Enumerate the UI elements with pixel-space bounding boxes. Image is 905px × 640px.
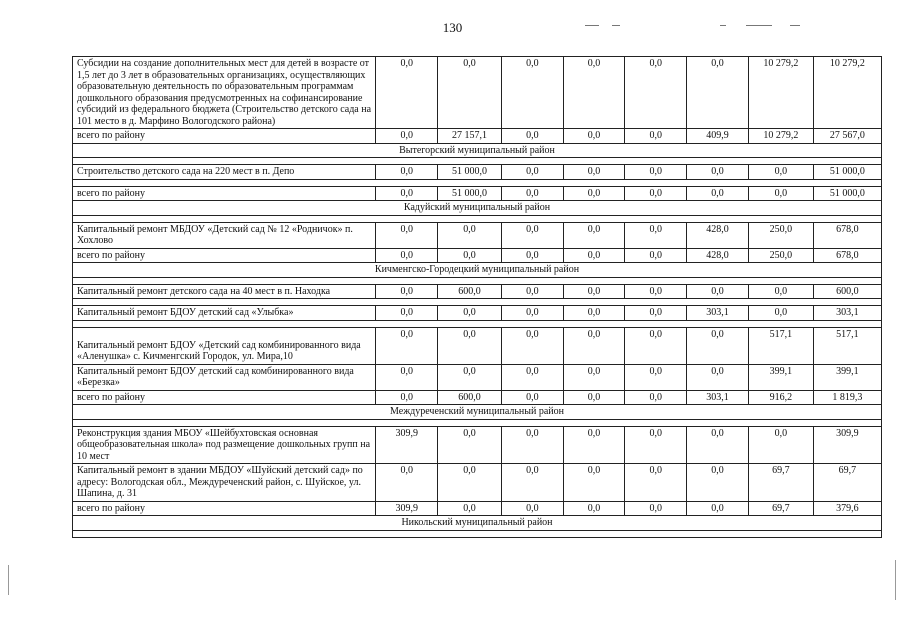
value-cell: 0,0 [501, 248, 563, 263]
value-cell: 0,0 [625, 248, 687, 263]
district-total-row [73, 248, 882, 263]
district-total-row [73, 501, 882, 516]
value-cell: 0,0 [438, 248, 502, 263]
spacer-cell [73, 179, 882, 186]
spacer-cell [73, 299, 882, 306]
value-cell: 0,0 [438, 501, 502, 516]
value-cell: 0,0 [563, 57, 625, 129]
value-cell: 250,0 [748, 222, 813, 248]
value-cell: 0,0 [376, 186, 438, 201]
value-cell: 0,0 [687, 186, 749, 201]
value-cell: 0,0 [501, 306, 563, 321]
table-row [73, 222, 882, 248]
value-cell: 600,0 [813, 284, 881, 299]
item-name: Капитальный ремонт БДОУ «Детский сад комбинированного вида «Аленушка» с. Кичменгский Городок, ул. Мира,10 [73, 327, 376, 364]
value-cell: 0,0 [748, 284, 813, 299]
value-cell: 0,0 [438, 57, 502, 129]
value-cell: 0,0 [376, 390, 438, 405]
spacer-row [73, 299, 882, 306]
district-name: Кадуйский муниципальный район [73, 201, 882, 216]
page-number: 130 [442, 20, 463, 35]
scan-mark [585, 25, 599, 26]
value-cell: 0,0 [687, 57, 749, 129]
value-cell: 600,0 [438, 390, 502, 405]
spacer-cell [73, 158, 882, 165]
value-cell: 0,0 [376, 248, 438, 263]
value-cell: 0,0 [563, 284, 625, 299]
item-name: Капитальный ремонт в здании МБДОУ «Шуйский детский сад» по адресу: Вологодская обл., Междуреченский район, с. Шуйское, ул. Шапина, д. 31 [73, 464, 376, 502]
value-cell: 0,0 [563, 306, 625, 321]
spacer-row [73, 530, 882, 537]
value-cell: 0,0 [501, 284, 563, 299]
value-cell: 0,0 [687, 327, 749, 364]
value-cell: 0,0 [563, 327, 625, 364]
value-cell: 0,0 [563, 248, 625, 263]
district-name: Междуреченский муниципальный район [73, 405, 882, 420]
value-cell: 0,0 [563, 464, 625, 502]
district-name: Вытегорский муниципальный район [73, 143, 882, 158]
value-cell: 0,0 [563, 364, 625, 390]
total-label: всего по району [73, 186, 376, 201]
spacer-row [73, 320, 882, 327]
value-cell: 0,0 [376, 327, 438, 364]
total-label: всего по району [73, 501, 376, 516]
value-cell: 309,9 [376, 501, 438, 516]
value-cell: 600,0 [438, 284, 502, 299]
value-cell: 0,0 [625, 165, 687, 180]
total-label: всего по району [73, 129, 376, 144]
value-cell: 0,0 [501, 464, 563, 502]
value-cell: 0,0 [438, 426, 502, 464]
value-cell: 0,0 [687, 364, 749, 390]
value-cell: 0,0 [376, 57, 438, 129]
scan-mark [746, 25, 772, 26]
district-total-row [73, 129, 882, 144]
value-cell: 0,0 [501, 426, 563, 464]
value-cell: 51 000,0 [438, 165, 502, 180]
value-cell: 27 157,1 [438, 129, 502, 144]
value-cell: 0,0 [563, 501, 625, 516]
total-label: всего по району [73, 390, 376, 405]
value-cell: 27 567,0 [813, 129, 881, 144]
district-header-row [73, 201, 882, 216]
value-cell: 0,0 [501, 364, 563, 390]
value-cell: 517,1 [748, 327, 813, 364]
spacer-row [73, 215, 882, 222]
district-header-row [73, 405, 882, 420]
value-cell: 309,9 [813, 426, 881, 464]
spacer-cell [73, 419, 882, 426]
district-total-row [73, 390, 882, 405]
value-cell: 0,0 [501, 129, 563, 144]
value-cell: 0,0 [625, 222, 687, 248]
value-cell: 250,0 [748, 248, 813, 263]
district-header-row [73, 143, 882, 158]
district-name: Кичменгско-Городецкий муниципальный район [73, 263, 882, 278]
scan-mark [612, 25, 620, 26]
value-cell: 0,0 [625, 501, 687, 516]
value-cell: 10 279,2 [748, 129, 813, 144]
item-name: Реконструкция здания МБОУ «Шейбухтовская основная общеобразовательная школа» под размещение дошкольных групп на 10 мест [73, 426, 376, 464]
value-cell: 0,0 [438, 327, 502, 364]
value-cell: 0,0 [501, 222, 563, 248]
spacer-cell [73, 277, 882, 284]
value-cell: 0,0 [563, 186, 625, 201]
value-cell: 0,0 [376, 222, 438, 248]
value-cell: 51 000,0 [438, 186, 502, 201]
table-row [73, 464, 882, 502]
value-cell: 0,0 [501, 501, 563, 516]
total-label: всего по району [73, 248, 376, 263]
value-cell: 0,0 [748, 186, 813, 201]
district-header-row [73, 516, 882, 531]
spacer-cell [73, 530, 882, 537]
table-row [73, 165, 882, 180]
value-cell: 916,2 [748, 390, 813, 405]
value-cell: 678,0 [813, 248, 881, 263]
value-cell: 0,0 [625, 306, 687, 321]
value-cell: 0,0 [563, 390, 625, 405]
table-body [73, 57, 882, 538]
value-cell: 0,0 [625, 464, 687, 502]
value-cell: 0,0 [625, 327, 687, 364]
table-row [73, 57, 882, 129]
district-name: Никольский муниципальный район [73, 516, 882, 531]
scan-mark [790, 25, 800, 26]
value-cell: 0,0 [501, 327, 563, 364]
spacer-row [73, 179, 882, 186]
value-cell: 0,0 [501, 390, 563, 405]
item-name: Капитальный ремонт детского сада на 40 мест в п. Находка [73, 284, 376, 299]
scan-mark [720, 25, 726, 26]
district-header-row [73, 263, 882, 278]
spacer-row [73, 277, 882, 284]
value-cell: 0,0 [687, 501, 749, 516]
value-cell: 69,7 [813, 464, 881, 502]
value-cell: 399,1 [748, 364, 813, 390]
item-name: Капитальный ремонт МБДОУ «Детский сад № 12 «Родничок» п. Хохлово [73, 222, 376, 248]
scan-edge-mark [8, 565, 9, 595]
value-cell: 0,0 [625, 284, 687, 299]
value-cell: 69,7 [748, 501, 813, 516]
item-name: Капитальный ремонт БДОУ детский сад комбинированного вида «Березка» [73, 364, 376, 390]
value-cell: 517,1 [813, 327, 881, 364]
value-cell: 0,0 [687, 464, 749, 502]
spacer-cell [73, 320, 882, 327]
spacer-row [73, 158, 882, 165]
value-cell: 0,0 [625, 390, 687, 405]
value-cell: 0,0 [501, 57, 563, 129]
table-row [73, 306, 882, 321]
value-cell: 0,0 [501, 165, 563, 180]
table-row [73, 426, 882, 464]
value-cell: 0,0 [625, 129, 687, 144]
value-cell: 409,9 [687, 129, 749, 144]
value-cell: 0,0 [438, 306, 502, 321]
table-row [73, 284, 882, 299]
value-cell: 309,9 [376, 426, 438, 464]
district-total-row [73, 186, 882, 201]
value-cell: 0,0 [625, 364, 687, 390]
value-cell: 0,0 [625, 186, 687, 201]
table-row [73, 364, 882, 390]
spacer-row [73, 419, 882, 426]
value-cell: 0,0 [501, 186, 563, 201]
value-cell: 51 000,0 [813, 165, 881, 180]
scan-edge-mark [895, 560, 896, 600]
value-cell: 0,0 [376, 464, 438, 502]
value-cell: 0,0 [438, 464, 502, 502]
value-cell: 69,7 [748, 464, 813, 502]
value-cell: 428,0 [687, 222, 749, 248]
value-cell: 303,1 [687, 306, 749, 321]
value-cell: 51 000,0 [813, 186, 881, 201]
value-cell: 399,1 [813, 364, 881, 390]
item-name: Строительство детского сада на 220 мест в п. Депо [73, 165, 376, 180]
item-name: Субсидии на создание дополнительных мест для детей в возрасте от 1,5 лет до 3 лет в образовательных организациях, осуществляющих образовательную деятельность по образовательным программам дошкольного образования предусмотренных на софинансирование субсидий из федерального бюджета (Строительство детского сада на 101 место в д. Марфино Вологодского района) [73, 57, 376, 129]
value-cell: 0,0 [563, 129, 625, 144]
value-cell: 0,0 [748, 165, 813, 180]
value-cell: 1 819,3 [813, 390, 881, 405]
value-cell: 0,0 [687, 165, 749, 180]
value-cell: 0,0 [625, 57, 687, 129]
value-cell: 379,6 [813, 501, 881, 516]
value-cell: 0,0 [563, 426, 625, 464]
value-cell: 0,0 [376, 284, 438, 299]
value-cell: 0,0 [438, 364, 502, 390]
value-cell: 10 279,2 [748, 57, 813, 129]
budget-table [72, 56, 882, 538]
value-cell: 0,0 [563, 222, 625, 248]
value-cell: 0,0 [625, 426, 687, 464]
value-cell: 0,0 [748, 426, 813, 464]
value-cell: 303,1 [687, 390, 749, 405]
value-cell: 0,0 [687, 284, 749, 299]
value-cell: 678,0 [813, 222, 881, 248]
value-cell: 303,1 [813, 306, 881, 321]
spacer-cell [73, 215, 882, 222]
value-cell: 0,0 [376, 364, 438, 390]
value-cell: 0,0 [687, 426, 749, 464]
value-cell: 0,0 [376, 306, 438, 321]
item-name: Капитальный ремонт БДОУ детский сад «Улыбка» [73, 306, 376, 321]
value-cell: 0,0 [438, 222, 502, 248]
value-cell: 10 279,2 [813, 57, 881, 129]
value-cell: 0,0 [376, 165, 438, 180]
value-cell: 0,0 [376, 129, 438, 144]
value-cell: 0,0 [748, 306, 813, 321]
value-cell: 428,0 [687, 248, 749, 263]
table-row [73, 327, 882, 364]
value-cell: 0,0 [563, 165, 625, 180]
